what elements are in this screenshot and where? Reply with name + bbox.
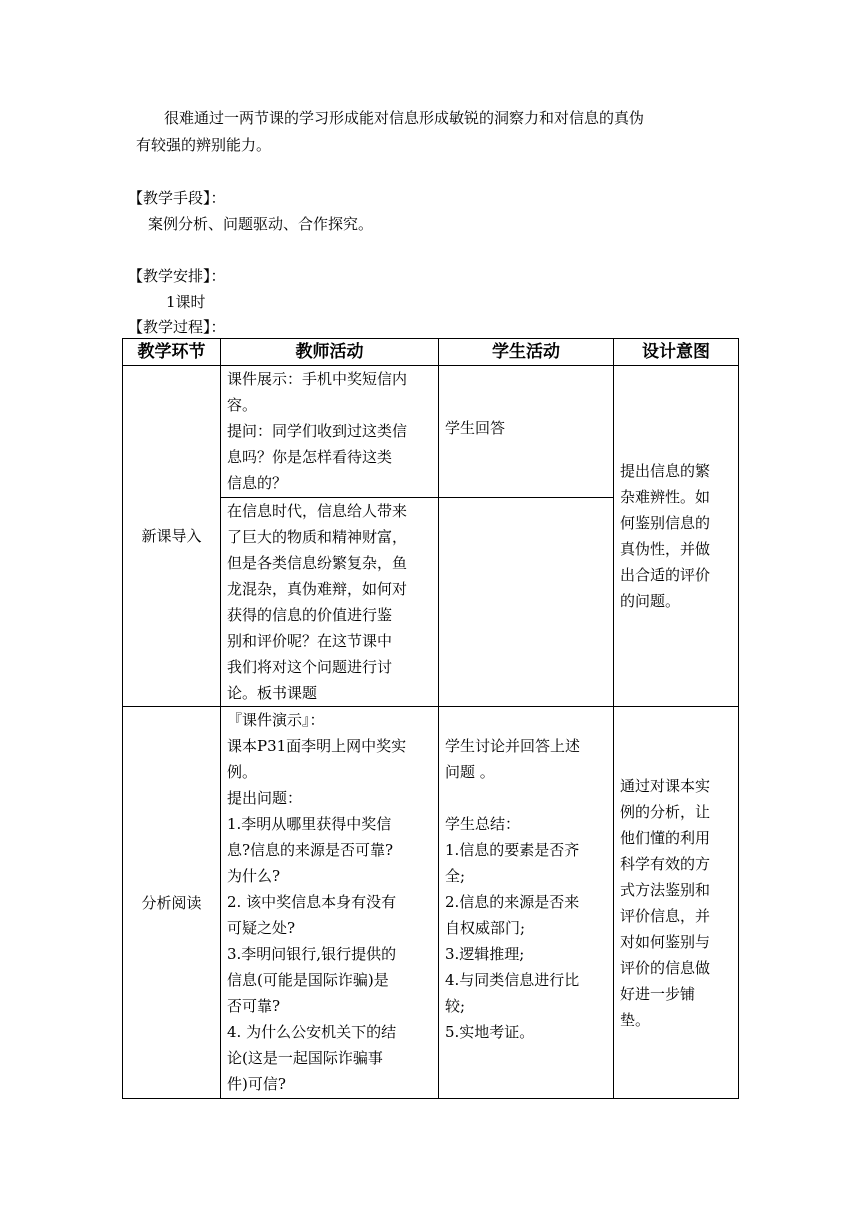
design-intent-text: 提出信息的繁 杂难辨性。如 何鉴别信息的 真伪性，并做 出合适的评价 的问题。 [620, 462, 711, 610]
student-activity-text: 学生讨论并回答上述 问题 。 学生总结： 1.信息的要素是否齐 全; 2.信息的来源是否来 自权威部门; 3.逻辑推理; 4.与同类信息进行比 较; 5.实地考证。 [445, 737, 581, 1041]
teacher-activity-text: 『课件演示』： 课本P31面李明上网中奖实 例。 提出问题： 1.李明从哪里获得中奖信 息?信息的来源是否可靠? 为什么? 2. 该中奖信息本身有没有 可疑之处? 3.李明问银行,银行提供的 信息(可能是国际诈骗)是 否可靠? 4. 为什么公安机关下的结 论(这是一起国际诈骗事 件)可信? [227, 711, 407, 1093]
design-intent-text: 通过对课本实 例的分析，让 他们懂的利用 科学有效的方 式方法鉴别和 评价信息，并 对如何鉴别与 评价的信息做 好进一步铺 垫。 [620, 776, 711, 1029]
teacher-activity-text: 在信息时代，信息给人带来 了巨大的物质和精神财富， 但是各类信息纷繁复杂，鱼 龙混杂，真伪难辩，如何对 获得的信息的价值进行鉴 别和评价呢？在这节课中 我们将对这个问题进行讨 论。板书课题 [227, 502, 408, 702]
section-heading-arrangement: 【教学安排】： [128, 267, 226, 285]
lesson-process-table [122, 338, 739, 1099]
design-intent-cell [614, 366, 739, 707]
means-content: 案例分析、问题驱动、合作探究。 [148, 215, 374, 233]
header-teacher-activity: 教师活动 [221, 339, 439, 366]
header-stage: 教学环节 [123, 339, 221, 366]
arrangement-content: 1课时 [166, 293, 206, 311]
section-heading-means: 【教学手段】： [128, 189, 226, 207]
intro-paragraph-line-1: 很难通过一两节课的学习形成能对信息形成敏锐的洞察力和对信息的真伪 [164, 109, 645, 127]
design-intent-cell [614, 707, 739, 1099]
teacher-activity-cell [221, 366, 439, 498]
teacher-activity-cell [221, 707, 439, 1099]
table-header-row [123, 339, 739, 366]
table-row [123, 366, 739, 498]
stage-cell: 分析阅读 [123, 707, 221, 1099]
teacher-activity-cell [221, 498, 439, 707]
student-activity-cell-empty [439, 498, 614, 707]
student-activity-cell [439, 707, 614, 1099]
header-design-intent: 设计意图 [614, 339, 739, 366]
header-student-activity: 学生活动 [439, 339, 614, 366]
teacher-activity-text: 课件展示：手机中奖短信内 容。 提问：同学们收到过这类信 息吗？你是怎样看待这类 信息的？ [227, 370, 408, 492]
table-row [123, 707, 739, 1099]
student-activity-cell [439, 366, 614, 498]
intro-paragraph-line-2: 有较强的辨别能力。 [136, 136, 272, 154]
stage-cell: 新课导入 [123, 366, 221, 707]
section-heading-process: 【教学过程】： [128, 318, 226, 336]
student-activity-text: 学生回答 [445, 418, 506, 437]
